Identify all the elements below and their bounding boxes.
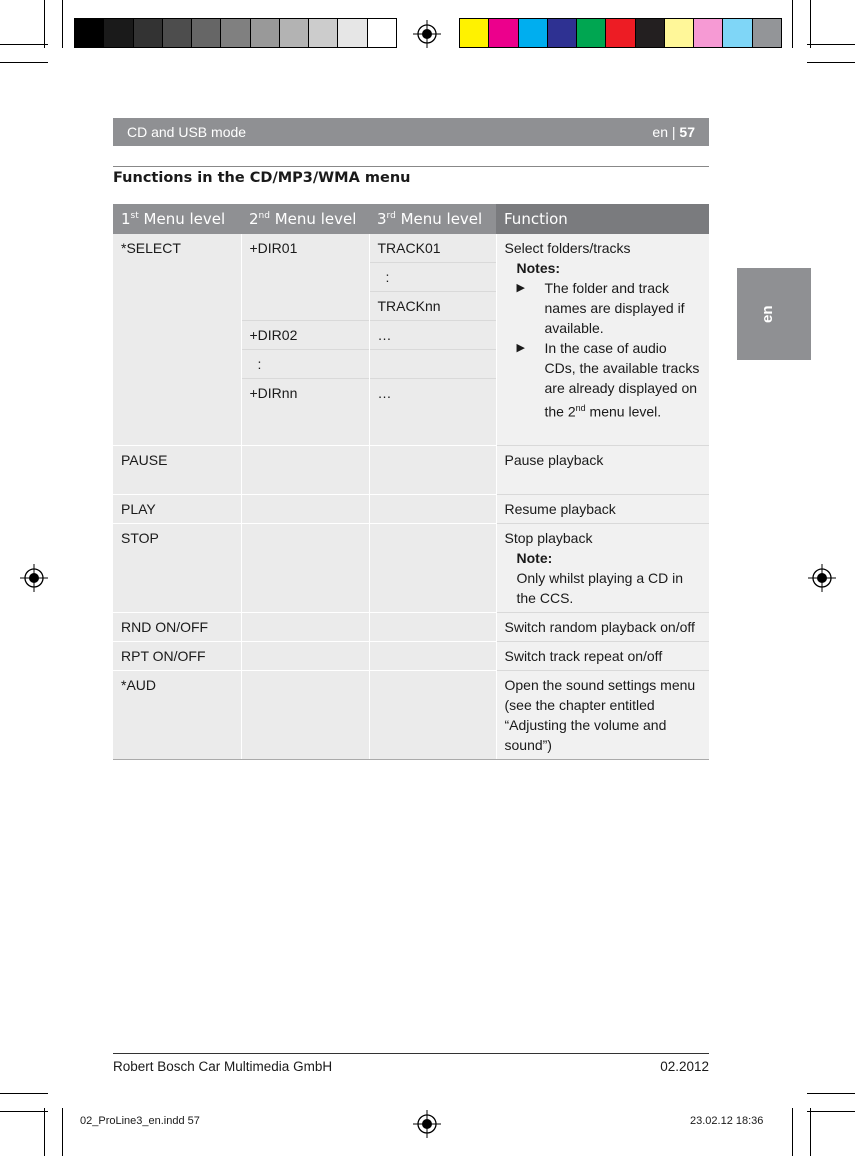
cell-level2 <box>241 446 369 495</box>
cell-level2: +DIR02 <box>241 321 369 350</box>
color-swatch <box>280 19 309 47</box>
cell-function: Pause playback <box>496 446 709 495</box>
cell-level3 <box>369 524 496 613</box>
cell-function: Resume playback <box>496 495 709 524</box>
table-row <box>113 446 709 495</box>
cell-level2: +DIRnn <box>241 379 369 446</box>
notes-label: Notes: <box>516 260 561 276</box>
cell-level2: : <box>241 350 369 379</box>
cell-level3 <box>369 350 496 379</box>
cell-level3: : <box>369 263 496 292</box>
cell-level3: … <box>369 321 496 350</box>
process-color-bar <box>459 18 782 48</box>
edition-date: 02.2012 <box>660 1059 709 1074</box>
cell-function: Open the sound settings menu (see the chapter entitled “Adjusting the volume and sound”) <box>496 671 709 760</box>
slug-timestamp: 23.02.12 18:36 <box>690 1115 764 1127</box>
cell-level3 <box>369 613 496 642</box>
cell-function <box>496 524 709 613</box>
running-header <box>113 118 709 146</box>
table-row <box>113 613 709 642</box>
functions-table <box>113 204 709 760</box>
language-code: en <box>652 124 668 140</box>
color-swatch <box>75 19 104 47</box>
crop-mark <box>44 0 45 48</box>
crop-mark <box>0 1111 48 1112</box>
page-footer <box>113 1053 709 1074</box>
color-swatch <box>192 19 221 47</box>
color-swatch <box>460 19 489 47</box>
cell-level3: … <box>369 379 496 446</box>
color-swatch <box>753 19 781 47</box>
page-title: Functions in the CD/MP3/WMA menu <box>113 170 411 186</box>
color-swatch <box>548 19 577 47</box>
cell-level1: PAUSE <box>113 446 241 495</box>
cell-level1: RPT ON/OFF <box>113 642 241 671</box>
cell-level3 <box>369 495 496 524</box>
company-name: Robert Bosch Car Multimedia GmbH <box>113 1059 333 1074</box>
color-swatch <box>489 19 518 47</box>
table-row <box>113 524 709 613</box>
cell-level3 <box>369 671 496 760</box>
crop-mark <box>62 0 63 48</box>
color-swatch <box>338 19 367 47</box>
crop-mark <box>0 44 48 45</box>
color-swatch <box>251 19 280 47</box>
registration-mark-icon <box>808 564 836 592</box>
cell-level2 <box>241 524 369 613</box>
crop-mark <box>810 0 811 48</box>
cell-function <box>496 234 709 446</box>
note-label: Note: <box>516 550 553 566</box>
section-title: CD and USB mode <box>127 124 247 140</box>
registration-mark-icon <box>413 1110 441 1138</box>
color-swatch <box>665 19 694 47</box>
cell-level3: TRACKnn <box>369 292 496 321</box>
color-swatch <box>723 19 752 47</box>
registration-mark-icon <box>20 564 48 592</box>
side-tab-label: en <box>759 305 776 323</box>
cell-level2 <box>241 613 369 642</box>
cell-function: Switch random playback on/off <box>496 613 709 642</box>
col-header-level3: 3rd Menu level <box>369 204 496 234</box>
cell-level1: PLAY <box>113 495 241 524</box>
color-swatch <box>577 19 606 47</box>
col-header-function: Function <box>496 204 709 234</box>
registration-mark-icon <box>413 20 441 48</box>
crop-mark <box>807 44 855 45</box>
crop-mark <box>810 1108 811 1156</box>
crop-mark <box>807 1093 855 1094</box>
color-swatch <box>519 19 548 47</box>
list-item: ▶ In the case of audio CDs, the available tracks are already displayed on the 2nd menu level. <box>516 340 700 420</box>
cell-level3: TRACK01 <box>369 234 496 263</box>
col-header-level2: 2nd Menu level <box>241 204 369 234</box>
crop-mark <box>792 1108 793 1156</box>
cell-level2 <box>241 495 369 524</box>
cell-level2: +DIR01 <box>241 234 369 321</box>
page-number: 57 <box>679 124 695 140</box>
page-label <box>652 124 695 140</box>
function-text: Stop playback <box>504 530 593 546</box>
table-row <box>113 671 709 760</box>
cell-level1: STOP <box>113 524 241 613</box>
crop-mark <box>807 1111 855 1112</box>
color-swatch <box>606 19 635 47</box>
list-item: ▶ The folder and track names are displayed if available. <box>516 280 685 336</box>
note-text: Only whilst playing a CD in the CCS. <box>516 570 684 606</box>
table-row <box>113 495 709 524</box>
title-rule <box>113 166 709 167</box>
color-swatch <box>134 19 163 47</box>
table-header-row <box>113 204 709 234</box>
function-text: Select folders/tracks <box>504 240 631 256</box>
slug-filename: 02_ProLine3_en.indd 57 <box>80 1115 200 1127</box>
crop-mark <box>62 1108 63 1156</box>
color-swatch <box>163 19 192 47</box>
table-row <box>113 234 709 263</box>
cell-level1: RND ON/OFF <box>113 613 241 642</box>
cell-level3 <box>369 642 496 671</box>
cell-level1: *SELECT <box>113 234 241 446</box>
table-row <box>113 642 709 671</box>
arrow-right-icon: ▶ <box>516 282 525 294</box>
color-swatch <box>636 19 665 47</box>
cell-level3 <box>369 446 496 495</box>
crop-mark <box>44 1108 45 1156</box>
crop-mark <box>0 62 48 63</box>
cell-level2 <box>241 671 369 760</box>
separator: | <box>668 124 680 140</box>
crop-mark <box>0 1093 48 1094</box>
color-swatch <box>221 19 250 47</box>
arrow-right-icon: ▶ <box>516 342 525 354</box>
color-swatch <box>368 19 396 47</box>
color-swatch <box>104 19 133 47</box>
cell-level1: *AUD <box>113 671 241 760</box>
cell-level2 <box>241 642 369 671</box>
col-header-level1: 1st Menu level <box>113 204 241 234</box>
color-swatch <box>309 19 338 47</box>
crop-mark <box>792 0 793 48</box>
crop-mark <box>807 62 855 63</box>
language-side-tab <box>737 268 811 360</box>
cell-function: Switch track repeat on/off <box>496 642 709 671</box>
color-swatch <box>694 19 723 47</box>
grayscale-color-bar <box>74 18 397 48</box>
